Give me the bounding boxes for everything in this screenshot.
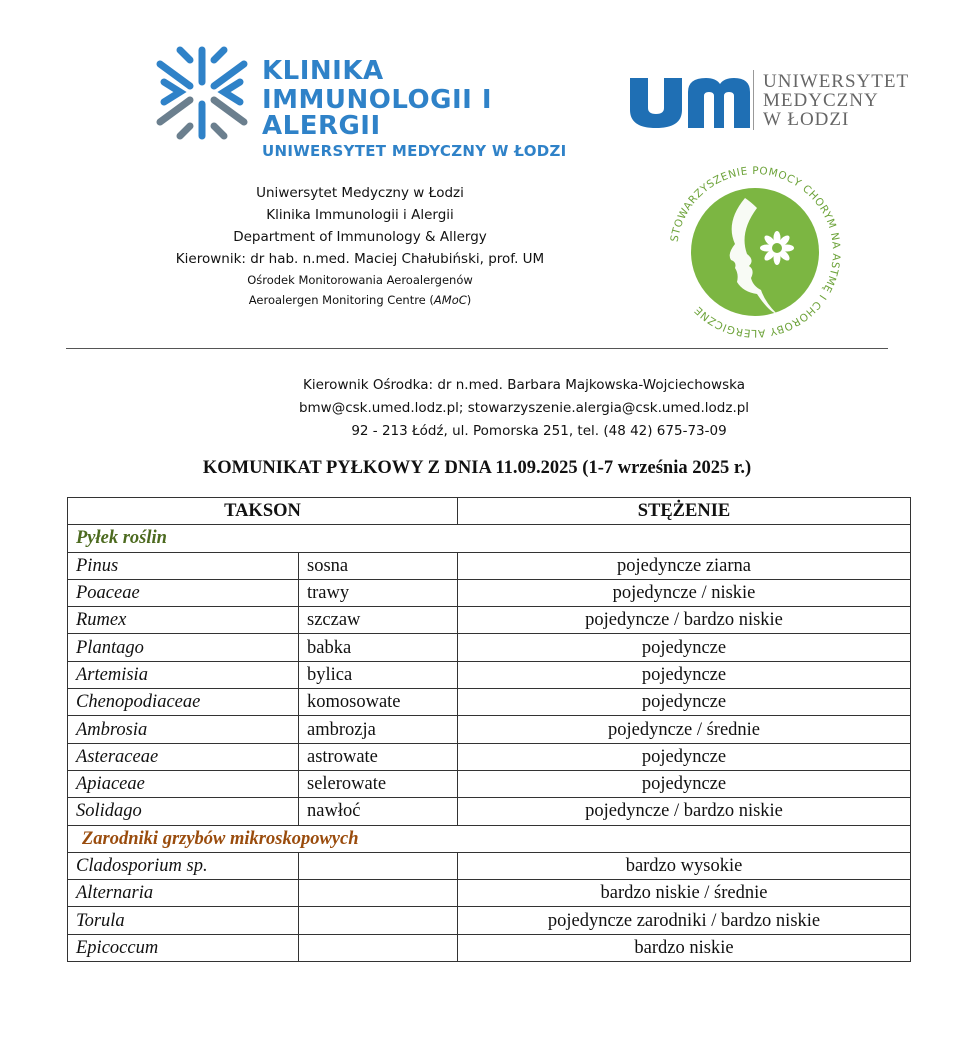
concentration-value: bardzo niskie / średnie	[458, 880, 911, 907]
um-logo-line2: MEDYCZNY	[763, 90, 879, 111]
monitoring-centre-pl: Ośrodek Monitorowania Aeroalergenów	[247, 273, 473, 287]
table-row	[68, 852, 911, 879]
section-row	[68, 825, 911, 852]
table-header-row	[68, 498, 911, 525]
table-row	[68, 607, 911, 634]
svg-text:STOWARZYSZENIE POMOCY CHORYM N: STOWARZYSZENIE POMOCY CHORYM NA ASTMĘ I CHOROBY ALERGICZNE	[668, 164, 843, 340]
concentration-value: pojedyncze zarodniki / bardzo niskie	[458, 907, 911, 934]
klinika-logo	[150, 42, 590, 160]
taxon-polish: babka	[299, 634, 458, 661]
taxon-latin: Artemisia	[68, 661, 299, 688]
table-row	[68, 689, 911, 716]
concentration-value: pojedyncze / średnie	[458, 716, 911, 743]
concentration-value: pojedyncze / bardzo niskie	[458, 798, 911, 825]
monitoring-centre-en: Aeroalergen Monitoring Centre (AMoC)	[248, 293, 472, 307]
taxon-polish: sosna	[299, 552, 458, 579]
taxon-polish	[299, 852, 458, 879]
taxon-latin: Pinus	[68, 552, 299, 579]
concentration-value: bardzo wysokie	[458, 852, 911, 879]
concentration-value: pojedyncze	[458, 743, 911, 770]
taxon-latin: Cladosporium sp.	[68, 852, 299, 879]
institution-head: Kierownik: dr hab. n.med. Maciej Chałubiński, prof. UM	[175, 251, 545, 267]
table-row	[68, 934, 911, 961]
taxon-latin: Epicoccum	[68, 934, 299, 961]
institution-line: Klinika Immunologii i Alergii	[266, 207, 454, 223]
concentration-value: pojedyncze / niskie	[458, 579, 911, 606]
contact-address: 92 - 213 Łódź, ul. Pomorska 251, tel. (48 42) 675-73-09	[351, 423, 727, 439]
contact-emails[interactable]: bmw@csk.umed.lodz.pl; stowarzyszenie.alergia@csk.umed.lodz.pl	[298, 400, 750, 416]
taxon-polish	[299, 880, 458, 907]
taxon-latin: Torula	[68, 907, 299, 934]
page-title: KOMUNIKAT PYŁKOWY Z DNIA 11.09.2025 (1-7 września 2025 r.)	[202, 458, 752, 478]
concentration-value: bardzo niskie	[458, 934, 911, 961]
institution-block	[120, 182, 600, 310]
taxon-latin: Apiaceae	[68, 770, 299, 797]
taxon-polish	[299, 907, 458, 934]
um-logo	[628, 70, 938, 140]
taxon-polish: nawłoć	[299, 798, 458, 825]
institution-line: Uniwersytet Medyczny w Łodzi	[256, 185, 464, 201]
taxon-polish: astrowate	[299, 743, 458, 770]
taxon-latin: Chenopodiaceae	[68, 689, 299, 716]
taxon-polish: ambrozja	[299, 716, 458, 743]
table-row	[68, 552, 911, 579]
table-row	[68, 798, 911, 825]
taxon-polish: trawy	[299, 579, 458, 606]
taxon-polish: selerowate	[299, 770, 458, 797]
taxon-latin: Ambrosia	[68, 716, 299, 743]
concentration-value: pojedyncze / bardzo niskie	[458, 607, 911, 634]
pollen-table	[67, 497, 911, 962]
concentration-value: pojedyncze	[458, 634, 911, 661]
section-title: Pyłek roślin	[68, 525, 911, 552]
table-row	[68, 579, 911, 606]
um-logo-line3: W ŁODZI	[763, 109, 850, 130]
concentration-value: pojedyncze	[458, 689, 911, 716]
table-row	[68, 634, 911, 661]
klinika-logo-line2: IMMUNOLOGII I ALERGII	[262, 85, 493, 141]
amoc-abbr: AMoC	[433, 293, 467, 307]
taxon-polish	[299, 934, 458, 961]
table-row	[68, 770, 911, 797]
column-header-taxon: TAKSON	[68, 498, 458, 525]
table-row	[68, 661, 911, 688]
taxon-latin: Poaceae	[68, 579, 299, 606]
taxon-latin: Rumex	[68, 607, 299, 634]
molecule-icon	[150, 42, 254, 142]
table-body	[68, 525, 911, 962]
concentration-value: pojedyncze	[458, 661, 911, 688]
taxon-latin: Plantago	[68, 634, 299, 661]
table-row	[68, 743, 911, 770]
association-seal	[665, 162, 845, 342]
um-logo-divider	[753, 70, 754, 130]
section-title: Zarodniki grzybów mikroskopowych	[68, 825, 911, 852]
klinika-logo-line1: KLINIKA	[262, 56, 384, 86]
centre-head: Kierownik Ośrodka: dr n.med. Barbara Majkowska-Wojciechowska	[303, 377, 745, 393]
um-mark-icon	[628, 70, 752, 130]
column-header-concentration: STĘŻENIE	[458, 498, 911, 525]
taxon-polish: komosowate	[299, 689, 458, 716]
section-row	[68, 525, 911, 552]
table-row	[68, 880, 911, 907]
klinika-logo-line3: UNIWERSYTET MEDYCZNY W ŁODZI	[262, 142, 567, 160]
institution-line: Department of Immunology & Allergy	[233, 229, 487, 245]
flower-icon	[760, 231, 794, 265]
taxon-latin: Asteraceae	[68, 743, 299, 770]
taxon-polish: szczaw	[299, 607, 458, 634]
concentration-value: pojedyncze ziarna	[458, 552, 911, 579]
table-row	[68, 907, 911, 934]
table-row	[68, 716, 911, 743]
header-divider	[66, 348, 888, 349]
taxon-latin: Solidago	[68, 798, 299, 825]
concentration-value: pojedyncze	[458, 770, 911, 797]
contact-block	[254, 374, 794, 443]
um-logo-line1: UNIWERSYTET	[763, 71, 910, 92]
taxon-latin: Alternaria	[68, 880, 299, 907]
taxon-polish: bylica	[299, 661, 458, 688]
